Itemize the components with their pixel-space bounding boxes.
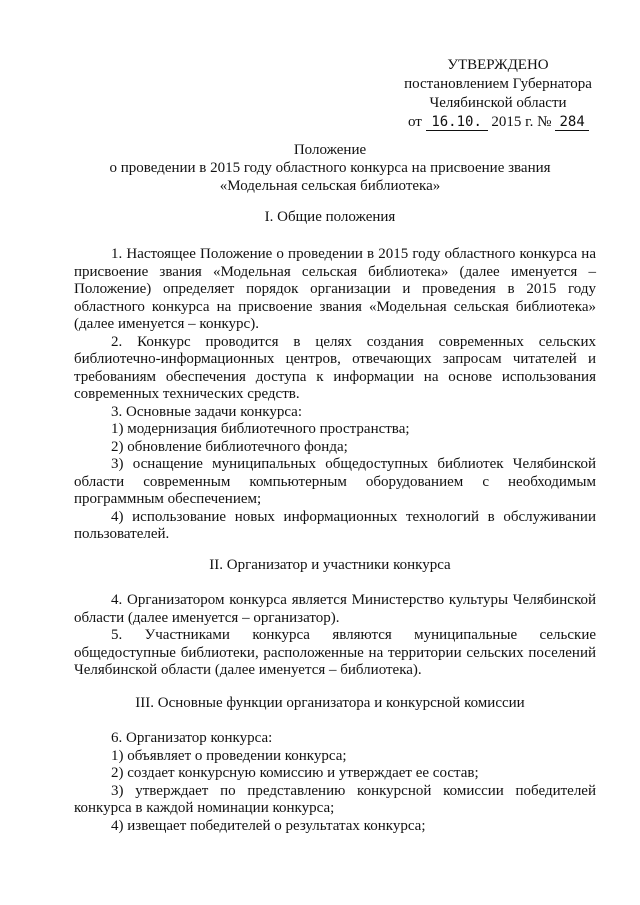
paragraph: 4. Организатором конкурса является Министерство культуры Челябинской области (далее именуется – организатор). — [74, 592, 596, 626]
paragraph: 1) модернизация библиотечного пространства; — [111, 421, 410, 437]
paragraph: 2. Конкурс проводится в целях создания современных сельских библиотечно-информационных центров, отвечающих запросам читателей и требованиям обеспечения доступа к информации на основе использования современных технических средств. — [74, 333, 596, 402]
paragraph: 4) извещает победителей о результатах конкурса; — [111, 817, 426, 834]
approval-line: постановлением Губернатора — [404, 76, 592, 92]
section-heading: II. Организатор и участники конкурса — [209, 557, 451, 573]
approval-date-line — [398, 113, 598, 132]
approval-line: УТВЕРЖДЕНО — [447, 57, 549, 73]
section-3-body — [74, 730, 596, 835]
approval-stamp — [398, 56, 598, 132]
title-line: Положение — [293, 142, 367, 158]
approval-line: Челябинской области — [429, 95, 567, 111]
title-line: о проведении в 2015 году областного конкурса на присвоение звания — [109, 160, 551, 176]
paragraph: 3) оснащение муниципальных общедоступных библиотек Челябинской области современным компьютерным оборудованием с необходимым программным обеспечением; — [74, 456, 596, 507]
paragraph: 5. Участниками конкурса являются муниципальные сельские общедоступные библиотеки, расположенные на территории сельских поселений Челябинской области (далее именуется – библиотека). — [74, 627, 596, 678]
paragraph: 1. Настоящее Положение о проведении в 2015 году областного конкурса на присвоение звания «Модельная сельская библиотека» (далее именуется – Положение) определяет порядок организации и проведения в 2015 году областного конкурса на присвоение звания «Модельная сельская библиотека» (далее именуется – конкурс). — [74, 246, 596, 332]
section-1-body — [74, 246, 596, 544]
paragraph: 6. Организатор конкурса: — [111, 730, 273, 746]
section-heading: III. Основные функции организатора и конкурсной комиссии — [135, 695, 525, 711]
paragraph: 2) создает конкурсную комиссию и утверждает ее состав; — [111, 765, 479, 781]
title-line: «Модельная сельская библиотека» — [219, 178, 441, 194]
approval-date: 16.10. — [426, 115, 488, 131]
paragraph: 3) утверждает по представлению конкурсной комиссии победителей конкурса в каждой номинации конкурса; — [74, 782, 596, 816]
date-prefix: от — [408, 114, 422, 130]
section-heading: I. Общие положения — [264, 209, 396, 225]
paragraph: 1) объявляет о проведении конкурса; — [111, 747, 347, 764]
document-title — [60, 141, 600, 195]
paragraph: 4) использование новых информационных технологий в обслуживании пользователей. — [74, 508, 596, 542]
paragraph: 3. Основные задачи конкурса: — [111, 403, 303, 420]
approval-number: 284 — [555, 115, 589, 131]
year-text: 2015 г. № — [491, 114, 552, 130]
section-2-body — [74, 592, 596, 680]
paragraph: 2) обновление библиотечного фонда; — [111, 438, 348, 455]
